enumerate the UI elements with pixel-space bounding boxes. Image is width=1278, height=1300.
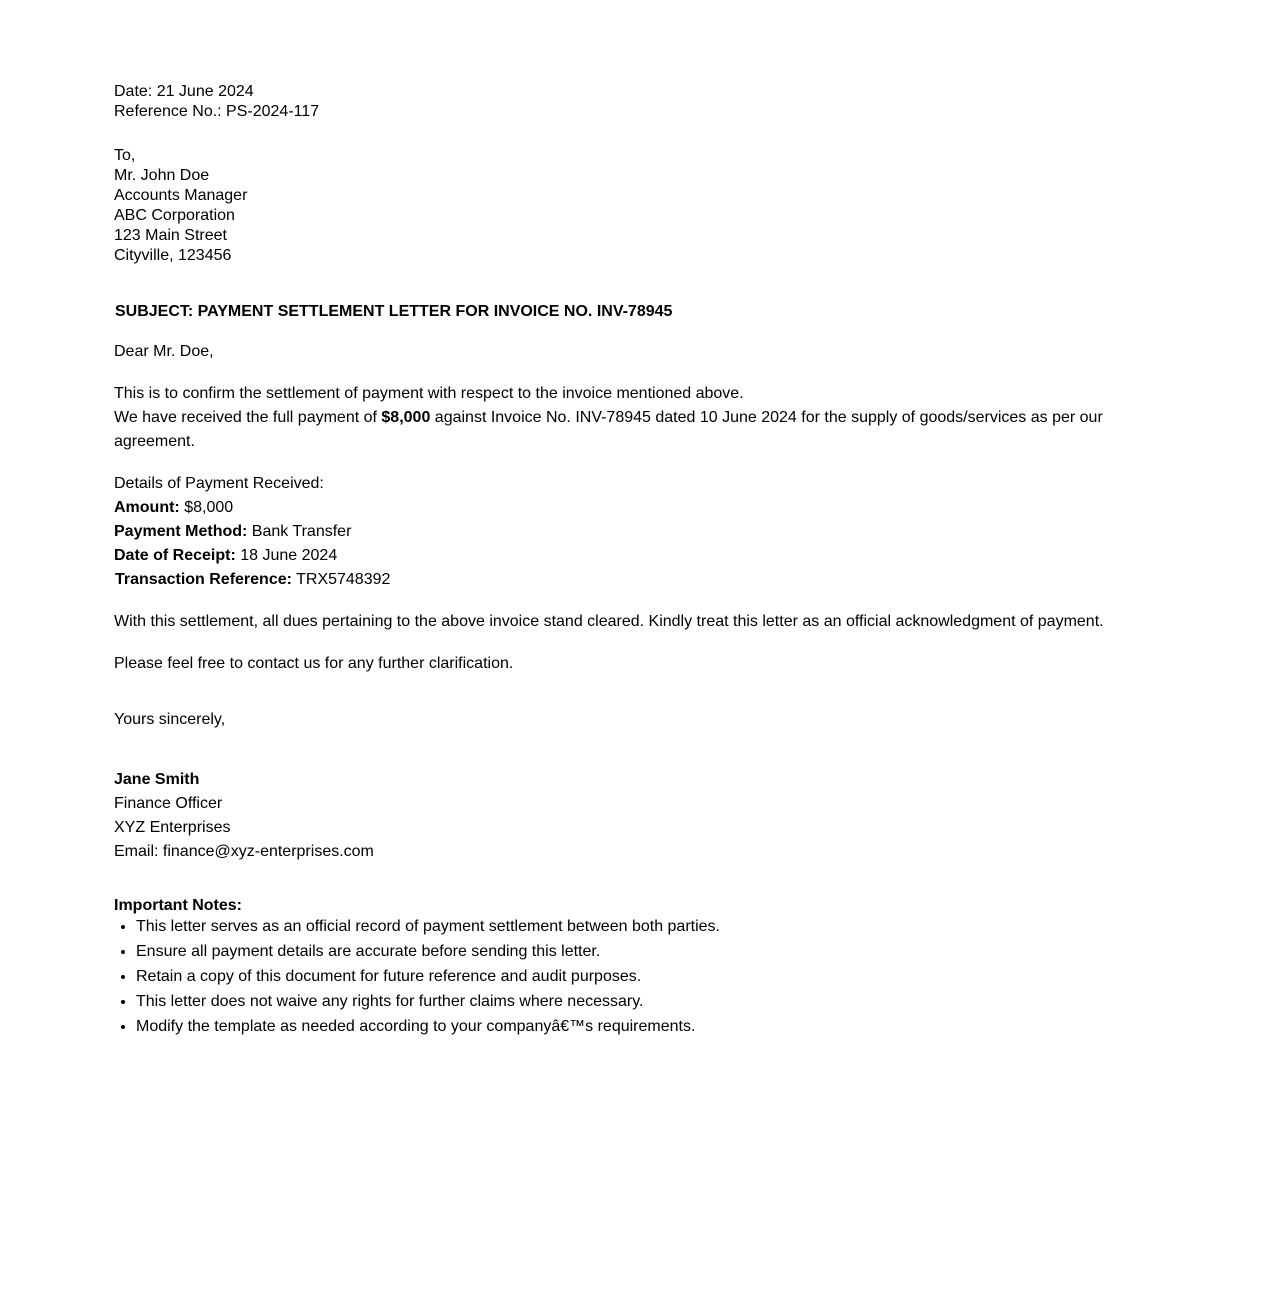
detail-row-date	[114, 544, 1164, 568]
detail-value: $8,000	[179, 499, 234, 516]
signoff: Yours sincerely,	[114, 711, 226, 728]
intro-paragraph	[114, 382, 1164, 454]
detail-row-amount	[114, 496, 1164, 520]
recipient-company: ABC Corporation	[114, 207, 235, 224]
list-item: • This letter does not waive any rights for further claims where necessary.	[136, 989, 1164, 1014]
intro-line-2-suffix: against Invoice No. INV-78945 dated 10 June 2024 for the supply of goods/services as per our agreement.	[114, 409, 1103, 450]
list-item: • This letter serves as an official record of payment settlement between both parties.	[136, 914, 1164, 939]
detail-label: Transaction Reference:	[115, 571, 292, 588]
important-notes	[114, 896, 1164, 1039]
recipient-street: 123 Main Street	[114, 227, 227, 244]
payment-details	[114, 472, 1164, 592]
signer-title: Finance Officer	[114, 795, 223, 812]
signer-company: XYZ Enterprises	[114, 819, 231, 836]
closing-paragraph-2: Please feel free to contact us for any further clarification.	[114, 655, 514, 672]
recipient-title: Accounts Manager	[114, 187, 248, 204]
notes-list	[114, 914, 1164, 1039]
payment-details-heading: Details of Payment Received:	[114, 475, 324, 492]
signature-block	[114, 768, 1164, 864]
detail-value: TRX5748392	[291, 571, 391, 588]
signer-email: Email: finance@xyz-enterprises.com	[114, 843, 374, 860]
detail-label: Amount:	[114, 499, 180, 516]
detail-row-transaction	[114, 568, 1164, 592]
letter-meta	[114, 82, 1164, 122]
letter-subject: SUBJECT: PAYMENT SETTLEMENT LETTER FOR INVOICE NO. INV-78945	[115, 303, 673, 320]
closing-paragraph-1: With this settlement, all dues pertaining to the above invoice stand cleared. Kindly treat this letter as an official acknowledgment of payment.	[114, 613, 1104, 630]
detail-row-method	[114, 520, 1164, 544]
recipient-name: Mr. John Doe	[114, 167, 210, 184]
detail-label: Date of Receipt:	[114, 547, 236, 564]
detail-value: Bank Transfer	[247, 523, 352, 540]
intro-line-1: This is to confirm the settlement of payment with respect to the invoice mentioned above.	[114, 385, 744, 402]
intro-line-2	[114, 406, 1164, 454]
notes-title: Important Notes:	[114, 897, 242, 914]
recipient-to: To,	[114, 147, 136, 164]
letter-date: Date: 21 June 2024	[114, 83, 254, 100]
list-item: • Modify the template as needed according to your companyâ€™s requirements.	[136, 1014, 1164, 1039]
list-item: • Ensure all payment details are accurate before sending this letter.	[136, 939, 1164, 964]
recipient-city: Cityville, 123456	[114, 247, 232, 264]
signer-name: Jane Smith	[114, 771, 200, 788]
reference-number: Reference No.: PS-2024-117	[114, 103, 320, 120]
recipient-address	[114, 146, 1164, 266]
salutation: Dear Mr. Doe,	[114, 343, 214, 360]
intro-amount: $8,000	[381, 409, 431, 426]
list-item: • Retain a copy of this document for future reference and audit purposes.	[136, 964, 1164, 989]
intro-line-2-prefix: We have received the full payment of	[114, 409, 382, 426]
detail-value: 18 June 2024	[235, 547, 338, 564]
detail-label: Payment Method:	[114, 523, 248, 540]
